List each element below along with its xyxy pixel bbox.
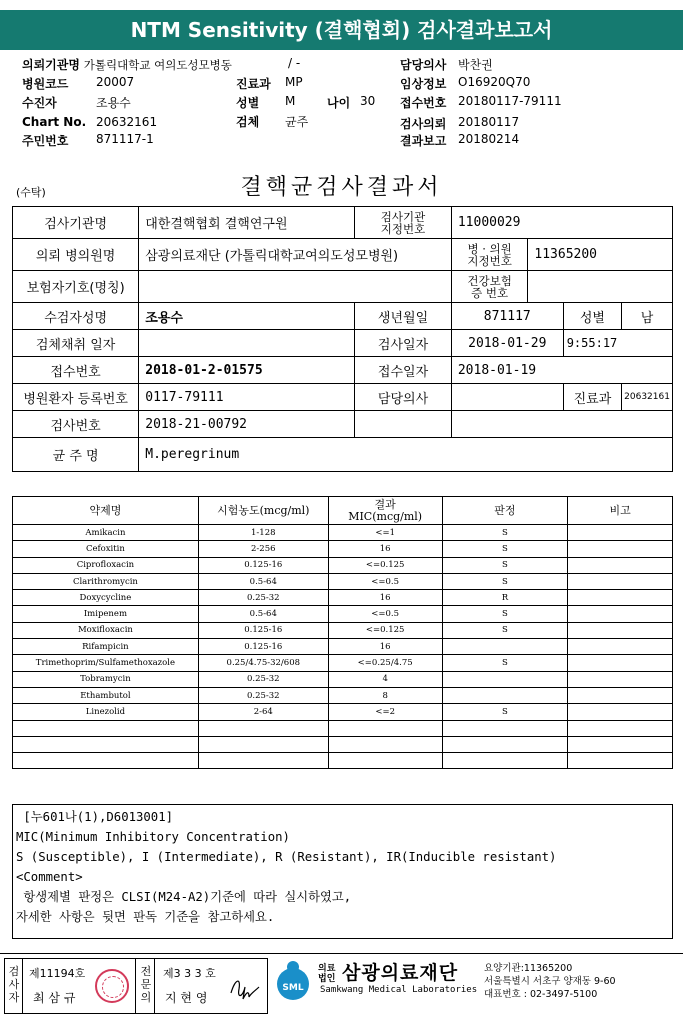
drug-name-cell: Cefoxitin xyxy=(13,541,199,557)
mic-value-cell: <=2 xyxy=(328,704,442,720)
drug-name-cell: Ciprofloxacin xyxy=(13,557,199,573)
hospital-designation-label: 병 · 의원 지정번호 xyxy=(451,239,528,271)
test-date-value: 2018-01-29 xyxy=(451,330,563,357)
tester-seal-icon xyxy=(95,969,129,1003)
patient-name-value: 조용수 xyxy=(139,303,355,330)
logo-text: SML xyxy=(282,983,304,993)
patient-name-label: 수검자성명 xyxy=(13,303,139,330)
interpretation-cell: S xyxy=(442,622,568,638)
collect-date-label: 검체채취 일자 xyxy=(13,330,139,357)
remarks-cell xyxy=(568,704,673,720)
address-line: 서울특별시 서초구 양재동 9-60 xyxy=(484,976,616,987)
specialist-name: 지 현 영 xyxy=(165,991,208,1005)
comment-box xyxy=(12,804,673,939)
lab-designation-value: 11000029 xyxy=(451,207,672,239)
id-label: 주민번호 xyxy=(22,134,69,148)
sex-value-cell: 남 xyxy=(622,303,673,330)
mic-value-cell: <=1 xyxy=(328,525,442,541)
test-range-cell: 2-256 xyxy=(198,541,328,557)
drug-name-cell: Linezolid xyxy=(13,704,199,720)
comment-line-2: 자세한 사항은 뒷면 판독 기준을 참고하세요. xyxy=(16,910,275,924)
drug-row xyxy=(13,704,673,720)
specialist-number: 제3 3 3 호 xyxy=(163,967,216,980)
mic-value-cell: 4 xyxy=(328,671,442,687)
exam-no-value: 2018-21-00792 xyxy=(139,411,355,438)
interpretation-cell: R xyxy=(442,590,568,606)
interpretation-cell xyxy=(442,671,568,687)
age-value: 30 xyxy=(360,94,376,108)
signature-icon xyxy=(227,969,263,1005)
institution-value: 가톨릭대학교 여의도성모병동 xyxy=(83,58,232,72)
age-label: 나이 xyxy=(327,96,351,110)
drug-row xyxy=(13,573,673,589)
patient-info-table xyxy=(12,206,673,472)
interpretation-cell xyxy=(442,639,568,655)
lab-name-value: 대한결핵협회 결핵연구원 xyxy=(139,207,355,239)
remarks-cell xyxy=(568,736,673,752)
foundation-english-name: Samkwang Medical Laboratories xyxy=(320,985,478,995)
drug-name-cell: Trimethoprim/Sulfamethoxazole xyxy=(13,655,199,671)
drug-name-cell: Doxycycline xyxy=(13,590,199,606)
accession-value: 2018-01-2-01575 xyxy=(139,357,355,384)
clinical-value: O16920Q70 xyxy=(458,75,531,89)
dept-label-cell: 진료과 xyxy=(563,384,621,411)
drug-name-cell: Imipenem xyxy=(13,606,199,622)
interpretation-cell: S xyxy=(442,606,568,622)
specimen-value: 균주 xyxy=(285,115,309,129)
health-insurance-value xyxy=(528,271,673,303)
test-range-cell: 0.5-64 xyxy=(198,573,328,589)
request-label: 검사의뢰 xyxy=(400,117,447,131)
test-range-cell: 0.25/4.75-32/608 xyxy=(198,655,328,671)
drug-row xyxy=(13,590,673,606)
signature-box xyxy=(4,958,268,1014)
exam-no-label: 검사번호 xyxy=(13,411,139,438)
test-range-cell: 0.25-32 xyxy=(198,687,328,703)
foundation-contact xyxy=(484,962,616,1001)
specimen-label: 검체 xyxy=(236,115,260,129)
interpretation-cell: S xyxy=(442,525,568,541)
header-id xyxy=(22,132,68,149)
test-range-cell: 2-64 xyxy=(198,704,328,720)
sex-label: 성별 xyxy=(236,96,260,110)
drug-row xyxy=(13,639,673,655)
remarks-cell xyxy=(568,753,673,769)
interpretation-cell: S xyxy=(442,655,568,671)
insurance-label: 보험자기호(명칭) xyxy=(13,271,139,303)
ward-value: / - xyxy=(288,56,301,70)
receipt-date-value: 2018-01-19 xyxy=(451,357,672,384)
drug-row xyxy=(13,671,673,687)
mic-value-cell: <=0.125 xyxy=(328,622,442,638)
collect-date-value xyxy=(139,330,355,357)
drug-name-cell: Moxifloxacin xyxy=(13,622,199,638)
drug-name-cell: Ethambutol xyxy=(13,687,199,703)
mic-value-cell: <=0.5 xyxy=(328,573,442,589)
remarks-cell xyxy=(568,639,673,655)
patient-reg-value: 0117-79111 xyxy=(139,384,355,411)
clinical-label: 임상정보 xyxy=(400,77,447,91)
report-label: 결과보고 xyxy=(400,134,447,148)
strain-value: M.peregrinum xyxy=(139,438,673,472)
sex-value: M xyxy=(285,94,296,108)
request-value: 20180117 xyxy=(458,115,520,129)
id-value: 871117-1 xyxy=(96,132,154,146)
interpretation-cell xyxy=(442,736,568,752)
test-range-cell xyxy=(198,736,328,752)
interpretation-legend: S (Susceptible), I (Intermediate), R (Resistant), IR(Inducible resistant) xyxy=(16,850,557,864)
hospital-code-value: 20007 xyxy=(96,75,135,89)
remarks-cell xyxy=(568,671,673,687)
remarks-cell xyxy=(568,720,673,736)
dept-value-cell: 20632161 xyxy=(622,384,673,411)
mic-value-cell: 16 xyxy=(328,541,442,557)
drug-name-cell: Rifampicin xyxy=(13,639,199,655)
drug-name-cell: Tobramycin xyxy=(13,671,199,687)
header-test-range: 시험농도(mcg/ml) xyxy=(198,497,328,525)
drug-row xyxy=(13,525,673,541)
test-range-cell xyxy=(198,753,328,769)
drug-row xyxy=(13,720,673,736)
mic-value-cell xyxy=(328,720,442,736)
hospital-code-label: 병원코드 xyxy=(22,77,69,91)
comment-line-1: 항생제별 판정은 CLSI(M24-A2)기준에 따라 실시하였고, xyxy=(16,890,352,904)
drug-row xyxy=(13,687,673,703)
phone-line: 대표번호 : 02-3497-5100 xyxy=(484,989,598,1000)
mic-value-cell: <=0.125 xyxy=(328,557,442,573)
chart-label: Chart No. xyxy=(22,115,87,129)
lab-name-label: 검사기관명 xyxy=(13,207,139,239)
remarks-cell xyxy=(568,687,673,703)
dept-value: MP xyxy=(285,75,303,89)
remarks-cell xyxy=(568,655,673,671)
test-range-cell xyxy=(198,720,328,736)
mic-definition: MIC(Minimum Inhibitory Concentration) xyxy=(16,830,290,844)
hospital-label: 의뢰 병의원명 xyxy=(13,239,139,271)
report-value: 20180214 xyxy=(458,132,520,146)
exam-no-blank xyxy=(355,411,452,438)
drug-row xyxy=(13,622,673,638)
tester-number: 제11194호 xyxy=(29,967,86,980)
hospital-value: 삼광의료재단 (가톨릭대학교여의도성모병원) xyxy=(139,239,452,271)
drug-row xyxy=(13,541,673,557)
test-range-cell: 0.25-32 xyxy=(198,671,328,687)
test-range-cell: 0.5-64 xyxy=(198,606,328,622)
remarks-cell xyxy=(568,590,673,606)
comment-heading: <Comment> xyxy=(16,870,83,884)
remarks-cell xyxy=(568,541,673,557)
foundation-name: 삼광의료재단 xyxy=(342,962,459,984)
test-range-cell: 1-128 xyxy=(198,525,328,541)
birth-value: 871117 xyxy=(451,303,563,330)
test-range-cell: 0.125-16 xyxy=(198,639,328,655)
sml-logo-icon xyxy=(270,958,316,1004)
patient-value: 조용수 xyxy=(96,96,131,110)
doctor-label: 담당의사 xyxy=(400,58,447,72)
insurance-value xyxy=(139,271,452,303)
drug-row xyxy=(13,655,673,671)
sex-label-cell: 성별 xyxy=(563,303,621,330)
remarks-cell xyxy=(568,622,673,638)
header-institution xyxy=(22,56,232,73)
drug-name-cell: Clarithromycin xyxy=(13,573,199,589)
tester-name: 최 삼 규 xyxy=(33,991,76,1005)
lab-designation-label: 검사기관 지정번호 xyxy=(355,207,452,239)
interpretation-cell: S xyxy=(442,557,568,573)
report-title-bar: NTM Sensitivity (결핵협회) 검사결과보고서 xyxy=(0,10,683,50)
designation-line: 요양기관:11365200 xyxy=(484,963,573,974)
chart-value: 20632161 xyxy=(96,115,158,129)
interpretation-cell: S xyxy=(442,704,568,720)
mic-value-cell: 16 xyxy=(328,639,442,655)
header-remarks: 비고 xyxy=(568,497,673,525)
specialist-label: 전문의 xyxy=(140,965,152,1004)
health-insurance-label: 건강보험 증 번호 xyxy=(451,271,528,303)
doctor-value: 박찬권 xyxy=(458,58,493,72)
doctor-label-cell: 담당의사 xyxy=(355,384,452,411)
code-line: [누601나(1),D6013001] xyxy=(16,810,174,824)
drug-row xyxy=(13,557,673,573)
interpretation-cell: S xyxy=(442,541,568,557)
dept-label: 진료과 xyxy=(236,77,271,91)
document-title: 결핵균검사결과서 xyxy=(240,175,443,200)
mic-value-cell: 16 xyxy=(328,590,442,606)
exam-no-blank-right xyxy=(451,411,672,438)
mic-value-cell xyxy=(328,736,442,752)
drug-name-cell xyxy=(13,753,199,769)
drug-name-cell xyxy=(13,720,199,736)
remarks-cell xyxy=(568,525,673,541)
test-date-label: 검사일자 xyxy=(355,330,452,357)
accession-label: 접수번호 xyxy=(13,357,139,384)
header-mic: 결과 MIC(mcg/ml) xyxy=(328,497,442,525)
drug-row xyxy=(13,736,673,752)
strain-label: 균 주 명 xyxy=(13,438,139,472)
interpretation-cell xyxy=(442,720,568,736)
mic-value-cell: <=0.5 xyxy=(328,606,442,622)
tester-label-cell xyxy=(5,959,23,1013)
drug-row xyxy=(13,606,673,622)
receipt-date-label: 접수일자 xyxy=(355,357,452,384)
drug-name-cell xyxy=(13,736,199,752)
mic-value-cell: 8 xyxy=(328,687,442,703)
test-range-cell: 0.125-16 xyxy=(198,622,328,638)
header-chart xyxy=(22,115,86,129)
patient-label: 수진자 xyxy=(22,96,57,110)
header-drug: 약제명 xyxy=(13,497,199,525)
test-range-cell: 0.25-32 xyxy=(198,590,328,606)
drug-name-cell: Amikacin xyxy=(13,525,199,541)
foundation-prefix: 의료 법인 xyxy=(318,964,336,984)
interpretation-cell xyxy=(442,753,568,769)
institution-label: 의뢰기관명 xyxy=(22,58,80,72)
header-patient xyxy=(22,94,57,111)
remarks-cell xyxy=(568,557,673,573)
birth-label: 생년월일 xyxy=(355,303,452,330)
reception-label: 접수번호 xyxy=(400,96,447,110)
test-range-cell: 0.125-16 xyxy=(198,557,328,573)
drug-susceptibility-table xyxy=(12,496,673,769)
test-time-value: 9:55:17 xyxy=(563,330,672,357)
patient-reg-label: 병원환자 등록번호 xyxy=(13,384,139,411)
drug-row xyxy=(13,753,673,769)
mic-value-cell: <=0.25/4.75 xyxy=(328,655,442,671)
remarks-cell xyxy=(568,606,673,622)
header-interpretation: 판정 xyxy=(442,497,568,525)
remarks-cell xyxy=(568,573,673,589)
tester-label: 검사자 xyxy=(8,965,20,1004)
interpretation-cell xyxy=(442,687,568,703)
doctor-value-cell xyxy=(451,384,563,411)
header-hospital-code xyxy=(22,75,68,92)
interpretation-cell: S xyxy=(442,573,568,589)
reception-value: 20180117-79111 xyxy=(458,94,562,108)
hospital-designation-value: 11365200 xyxy=(528,239,673,271)
specialist-label-cell xyxy=(135,959,155,1013)
consignment-mark: (수탁) xyxy=(16,186,46,199)
footer-divider xyxy=(0,953,683,954)
mic-value-cell xyxy=(328,753,442,769)
